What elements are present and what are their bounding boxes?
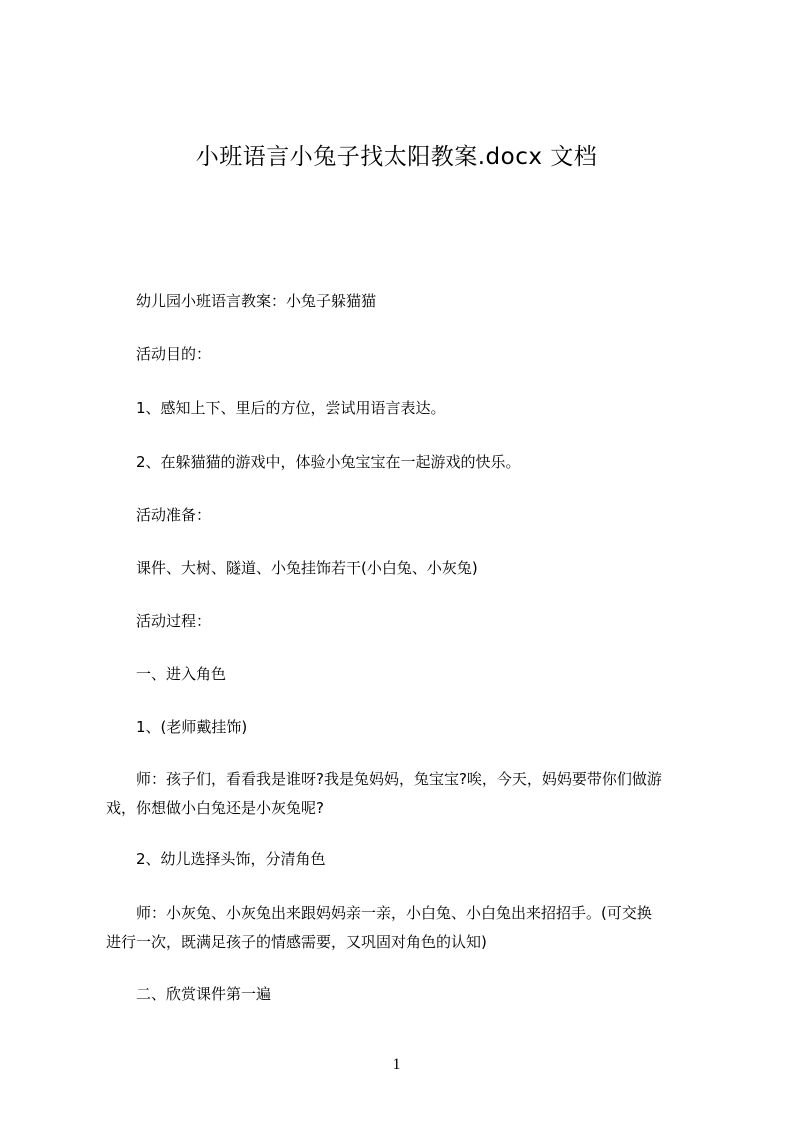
paragraph-section-1-heading: 一、进入角色: [136, 665, 227, 683]
paragraph-materials: 课件、大树、隧道、小兔挂饰若干(小白兔、小灰兔): [136, 559, 478, 577]
document-title: 小班语言小兔子找太阳教案.docx 文档: [195, 144, 598, 170]
page-number: 1: [392, 1056, 401, 1073]
paragraph-process-heading: 活动过程：: [136, 612, 212, 630]
paragraph-step-1: 1、(老师戴挂饰): [136, 718, 248, 736]
paragraph-activity-goal-heading: 活动目的：: [136, 345, 212, 363]
paragraph-section-2-heading: 二、欣赏课件第一遍: [136, 985, 272, 1003]
paragraph-goal-2: 2、在躲猫猫的游戏中，体验小兔宝宝在一起游戏的快乐。: [136, 453, 521, 471]
paragraph-preparation-heading: 活动准备：: [136, 506, 212, 524]
paragraph-step-2: 2、幼儿选择头饰，分清角色: [136, 850, 326, 868]
paragraph-teacher-line-1b: 戏，你想做小白兔还是小灰兔呢?: [106, 799, 324, 817]
paragraph-lesson-title: 幼儿园小班语言教案：小兔子躲猫猫: [136, 292, 377, 310]
paragraph-teacher-line-2b: 进行一次，既满足孩子的情感需要，又巩固对角色的认知): [106, 933, 487, 951]
paragraph-goal-1: 1、感知上下、里后的方位，尝试用语言表达。: [136, 399, 446, 417]
paragraph-teacher-line-1a: 师：孩子们，看看我是谁呀?我是兔妈妈，兔宝宝?唉，今天，妈妈要带你们做游: [136, 770, 662, 788]
paragraph-teacher-line-2a: 师：小灰兔、小灰兔出来跟妈妈亲一亲，小白兔、小白兔出来招招手。(可交换: [136, 904, 652, 922]
